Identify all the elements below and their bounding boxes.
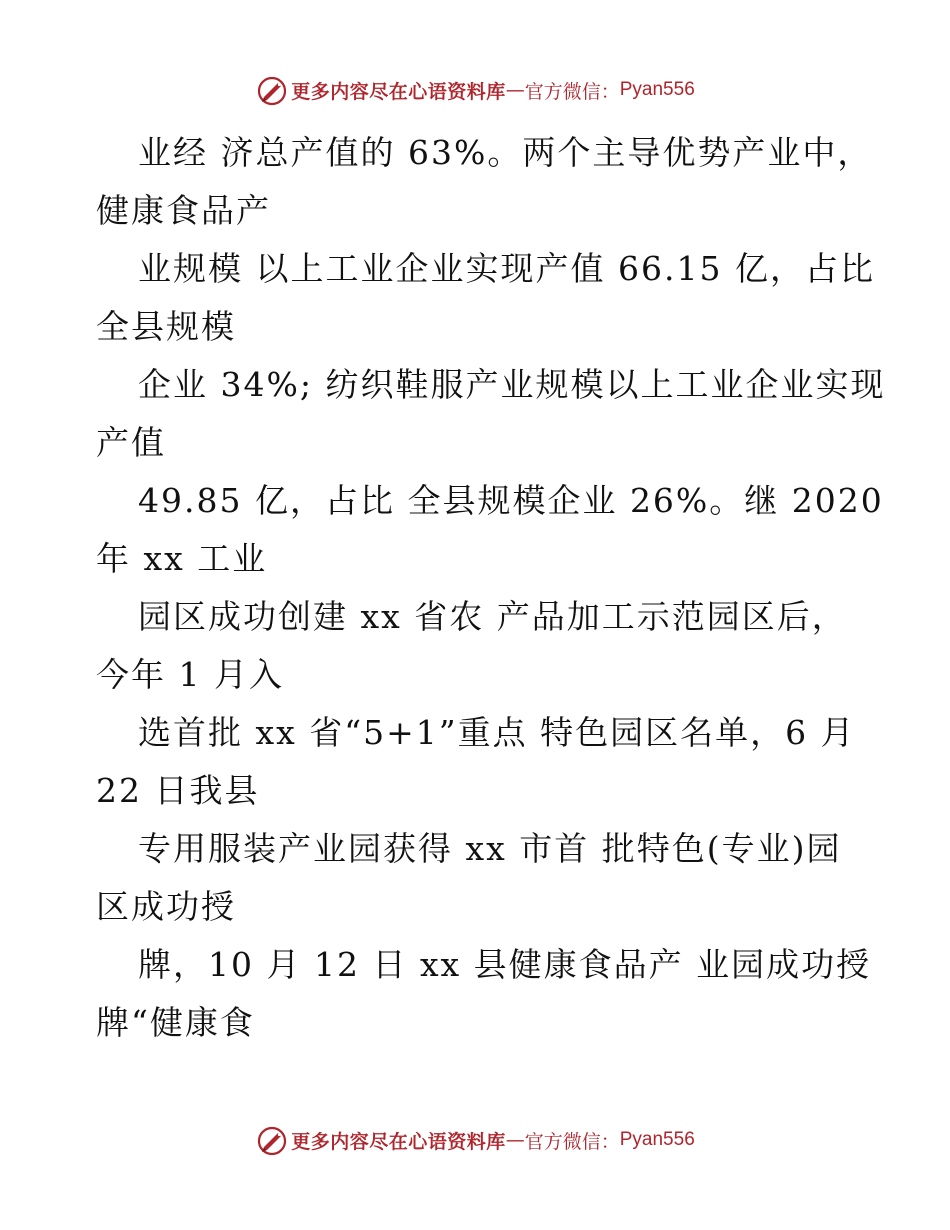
- pen-logo-icon: [255, 1123, 289, 1157]
- pen-logo-icon: [255, 73, 289, 107]
- header-banner: [0, 70, 950, 110]
- body-line: 企业 34%; 纺织鞋服产业规模以上工业企业实现: [138, 365, 886, 404]
- header-banner-text: 更多内容尽在心语资料库: [291, 80, 506, 103]
- header-banner-inner: [255, 73, 695, 107]
- body-line: 22 日我县: [96, 771, 260, 810]
- body-line: 园区成功创建 xx 省农 产品加工示范园区后，: [138, 597, 847, 636]
- body-line: 牌，10 月 12 日 xx 县健康食品产 业园成功授: [138, 945, 872, 984]
- body-line: 区成功授: [96, 887, 236, 926]
- body-line: 业经 济总产值的 63%。两个主导优势产业中，: [138, 133, 873, 172]
- footer-banner-dash: —: [505, 1129, 525, 1151]
- footer-banner-wechat-id: Pyan556: [619, 1129, 695, 1150]
- footer-banner-inner: [255, 1123, 695, 1157]
- footer-banner-text: 更多内容尽在心语资料库: [291, 1130, 506, 1153]
- footer-banner: [0, 1120, 950, 1160]
- document-body: [96, 124, 886, 1052]
- body-line: 牌“健康食: [96, 1003, 255, 1042]
- body-line: 业规模 以上工业企业实现产值 66.15 亿，占比: [138, 249, 875, 288]
- body-line: 选首批 xx 省“5+1”重点 特色园区名单，6 月: [138, 713, 856, 752]
- header-banner-wechat-label: 官方微信：: [524, 80, 620, 103]
- header-banner-wechat-id: Pyan556: [619, 79, 695, 100]
- footer-banner-wechat-label: 官方微信：: [524, 1130, 620, 1153]
- header-banner-dash: —: [505, 79, 525, 101]
- body-line: 49.85 亿，占比 全县规模企业 26%。继 2020: [138, 481, 884, 520]
- body-line: 年 xx 工业: [96, 539, 268, 578]
- body-line: 专用服装产业园获得 xx 市首 批特色(专业)园: [138, 829, 842, 868]
- body-line: 健康食品产: [96, 191, 271, 230]
- body-line: 产值: [96, 423, 166, 462]
- body-line: 今年 1 月入: [96, 655, 284, 694]
- body-line: 全县规模: [96, 307, 236, 346]
